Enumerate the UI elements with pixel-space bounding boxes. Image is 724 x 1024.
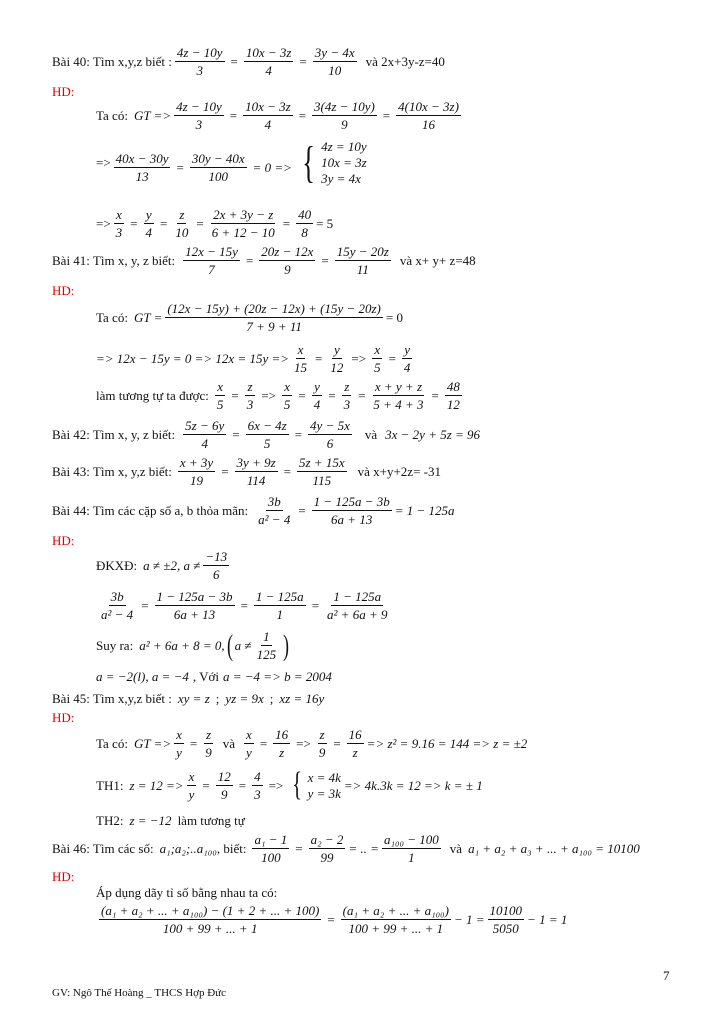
b45-hd-label: HD: <box>52 710 75 725</box>
b45-th1: TH1: z = 12 => $\frac{x}{y}$ = $\frac{12}{9}$ = $\frac{4}{3}$ => { x = 4k y = 3k => 4k.3k = 12 => k = ± 1 <box>96 766 483 803</box>
b40-title: Bài 40: Tìm x,y,z biết : <box>52 54 172 69</box>
b46-statement: Bài 46: Tìm các số: a₁;a₂;..a₁₀₀ , biết: $\frac{\text{a₁ − 1}}{100}$ = $\frac{\text{a₂ − 2}}{99}$ = .. = $\frac{\text{a₁₀₀ − 100}}{1}$ và a₁ + a₂ + a₃ + ... + a₁₀₀ = 10100 <box>52 832 640 865</box>
b41-line2: => 12x − 15y = 0 => 12x = 15y => $\frac{x}{15}$ = $\frac{y}{12}$ => $\frac{x}{5}$ = $\frac{y}{4}$ <box>96 342 411 375</box>
b46-hd-label: HD: <box>52 869 75 884</box>
b41-line3: làm tương tự ta được: $\frac{x}{5}$ = $\frac{z}{3}$ => $\frac{x}{5}$ = $\frac{y}{4}$ = $\frac{z}{3}$ = $\frac{x + y + z}{5 + 4 + 3}$ = $\frac{48}{12}$ <box>96 379 460 412</box>
b44-result: a = −2(l), a = −4 , Với a = −4 => b = 2004 <box>96 669 332 684</box>
b45-th2: TH2: z = −12 làm tương tự <box>96 813 245 828</box>
b45-line1: Ta có: GT => $\frac{x}{y}$ = $\frac{z}{9}$ và $\frac{x}{y}$ = $\frac{16}{z}$ => $\frac{z}{9}$ = $\frac{16}{z}$ => z² = 9.16 = 144 => z = ±2 <box>96 727 528 760</box>
b43-condition: và x+y+2z= -31 <box>357 464 441 479</box>
b44-line2: $\frac{3b}{\text{a² − 4}}$ = $\frac{1 - 125a - 3b}{6a + 13}$ = $\frac{1 - 125a}{1}$ = $\frac{1 - 125a}{\text{a² + 6a + 9}}$ <box>101 589 388 622</box>
b41-line1: Ta có: GT = $\frac{(12x - 15y) + (20z - 12x) + (15y - 20z)}{7 + 9 + 11}$ = 0 <box>96 301 403 334</box>
page-number: 7 <box>663 968 670 983</box>
b41-title: Bài 41: Tìm x, y, z biết: <box>52 253 176 268</box>
b46-line1: $\frac{\text{(a₁ + a₂ + ... + a₁₀₀) − (1 + 2 + ... + 100)}}{100 + 99 + ... + 1}$ = $\frac{\text{(a₁ + a₂ + ... + a₁₀₀)}}{100 + 99 + ... + 1}$ − 1 = $\frac{10100}{5050}$ − 1 = 1 <box>101 903 568 936</box>
b42-statement: Bài 42: Tìm x, y, z biết: $\frac{5z - 6y}{4}$ = $\frac{6x - 4z}{5}$ = $\frac{4y - 5x}{6}$ và 3x − 2y + 5z = 96 <box>52 418 481 451</box>
b40-line2: => $\frac{40x - 30y}{13}$ = $\frac{30y - 40x}{100}$ = 0 => { 4z = 10y 10x = 3z 3y = 4x <box>96 137 367 187</box>
b43-statement: Bài 43: Tìm x, y,z biết: $\frac{x + 3y}{19}$ = $\frac{3y + 9z}{114}$ = $\frac{5z + 15x}{115}$ và x+y+2z= -31 <box>52 455 441 488</box>
b41-hd-label: HD: <box>52 283 75 298</box>
b41-condition: và x+ y+ z=48 <box>399 253 476 268</box>
b45-statement: Bài 45: Tìm x,y,z biết : xy = z ; yz = 9x ; xz = 16y <box>52 691 325 706</box>
b40-condition: và 2x+3y-z=40 <box>365 54 445 69</box>
b40-hd-label: HD: <box>52 84 75 99</box>
b44-hd-label: HD: <box>52 533 75 548</box>
b45-title: Bài 45: Tìm x,y,z biết : <box>52 691 172 706</box>
b43-title: Bài 43: Tìm x, y,z biết: <box>52 464 172 479</box>
footer-author: GV: Ngô Thế Hoàng _ THCS Hợp Đức <box>52 987 227 999</box>
b46-apdung: Áp dụng dãy tỉ số bằng nhau ta có: <box>96 885 278 900</box>
b40-line3: => $\frac{x}{3}$ = $\frac{y}{4}$ = $\frac{z}{10}$ = $\frac{2x + 3y - z}{6 + 12 - 10}$ = $\frac{40}{8}$ = 5 <box>96 207 334 240</box>
b44-statement: Bài 44: Tìm các cặp số a, b thỏa mãn: $\frac{3b}{\text{a² − 4}}$ = $\frac{1 - 125a - 3b}{6a + 13}$ = 1 − 125a <box>52 494 455 527</box>
b44-title: Bài 44: Tìm các cặp số a, b thỏa mãn: <box>52 503 249 518</box>
b44-line3: Suy ra: a² + 6a + 8 = 0, ( a ≠ 1 125 ) <box>96 628 290 662</box>
b41-statement: Bài 41: Tìm x, y, z biết: $\frac{12x - 15y}{7}$ = $\frac{20z - 12x}{9}$ = $\frac{15y - 20z}{11}$ và x+ y+ z=48 <box>52 244 476 277</box>
b40-line1: Ta có: GT => $\frac{4z - 10y}{3}$ = $\frac{10x - 3z}{4}$ = $\frac{3(4z - 10y)}{9}$ = $\frac{4(10x - 3z)}{16}$ <box>96 99 459 132</box>
b44-line1: ĐKXĐ: a ≠ ±2, a ≠ −13 6 <box>96 549 228 582</box>
b46-title: Bài 46: Tìm các số: <box>52 841 154 856</box>
b42-condition: 3x − 2y + 5z = 96 <box>385 427 481 442</box>
b42-title: Bài 42: Tìm x, y, z biết: <box>52 427 176 442</box>
b40-statement: Bài 40: Tìm x,y,z biết : $\frac{4z - 10y}{3}$ = $\frac{10x - 3z}{4}$ = $\frac{3y - 4x}{10}$ và 2x+3y-z=40 <box>52 45 445 78</box>
